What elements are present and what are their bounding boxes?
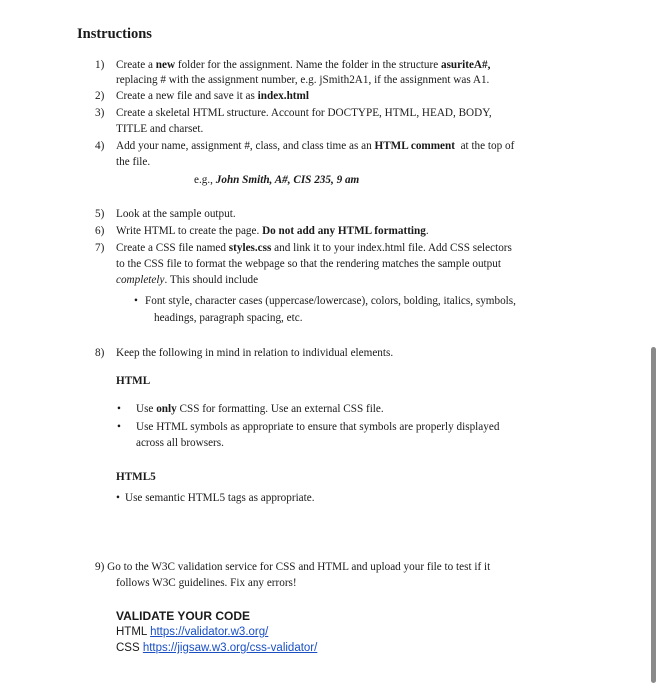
item-7-line-2: to the CSS file to format the webpage so that the rendering matches the sample output [116,258,501,270]
item-4-line-1: Add your name, assignment #, class, and class time as an HTML comment at the top of [116,140,515,152]
html-rule-2-line-1: Use HTML symbols as appropriate to ensure that symbols are properly displayed [136,421,500,433]
item-7-line-3: completely. This should include [116,274,259,286]
item-7-line-1: Create a CSS file named styles.css and link it to your index.html file. Add CSS selectors [116,242,512,254]
item-number-1: 1) [95,59,105,71]
html5-rule: Use semantic HTML5 tags as appropriate. [125,492,315,504]
bullet: • [116,492,120,504]
bullet: • [117,403,121,415]
item-7-bullet-line-2: headings, paragraph spacing, etc. [154,312,303,324]
css-validator-row: CSS https://jigsaw.w3.org/css-validator/ [116,642,318,654]
item-number-5: 5) [95,208,105,220]
html-subheading: HTML [116,375,151,387]
item-number-7: 7) [95,242,105,254]
item-6-text: Write HTML to create the page. Do not add any HTML formatting. [116,225,429,237]
item-3-line-2: TITLE and charset. [116,123,204,135]
item-number-2: 2) [95,90,105,102]
item-number-3: 3) [95,107,105,119]
item-9-line-2: follows W3C guidelines. Fix any errors! [116,577,297,589]
item-2-text: Create a new file and save it as index.html [116,90,309,102]
item-9-line-1: 9) Go to the W3C validation service for CSS and HTML and upload your file to test if it [95,561,491,573]
item-number-6: 6) [95,225,105,237]
item-1-line-1: Create a new folder for the assignment. Name the folder in the structure asuriteA#, [116,59,491,71]
comment-example: e.g., John Smith, A#, CIS 235, 9 am [194,174,360,186]
item-7-bullet-line-1: Font style, character cases (uppercase/lowercase), colors, bolding, italics, symbols, [145,295,516,307]
css-validator-link[interactable]: https://jigsaw.w3.org/css-validator/ [142,642,318,654]
bullet: • [134,295,138,307]
vertical-scrollbar[interactable] [651,347,656,683]
bullet: • [117,421,121,433]
html-validator-link[interactable]: https://validator.w3.org/ [150,626,269,638]
item-number-4: 4) [95,140,105,152]
html5-subheading: HTML5 [116,471,156,483]
item-8-text: Keep the following in mind in relation to individual elements. [116,347,394,359]
validate-heading: VALIDATE YOUR CODE [116,609,251,623]
item-number-8: 8) [95,347,105,359]
html-rule-2-line-2: across all browsers. [136,437,224,449]
html-validator-row: HTML https://validator.w3.org/ [116,626,269,638]
item-4-line-2: the file. [116,156,151,168]
item-5-text: Look at the sample output. [116,208,236,220]
item-1-line-2: replacing # with the assignment number, e.g. jSmith2A1, if the assignment was A1. [116,74,490,86]
page-title: Instructions [77,26,152,42]
item-3-line-1: Create a skeletal HTML structure. Account for DOCTYPE, HTML, HEAD, BODY, [116,107,492,119]
html-rule-1: Use only CSS for formatting. Use an external CSS file. [136,403,384,415]
